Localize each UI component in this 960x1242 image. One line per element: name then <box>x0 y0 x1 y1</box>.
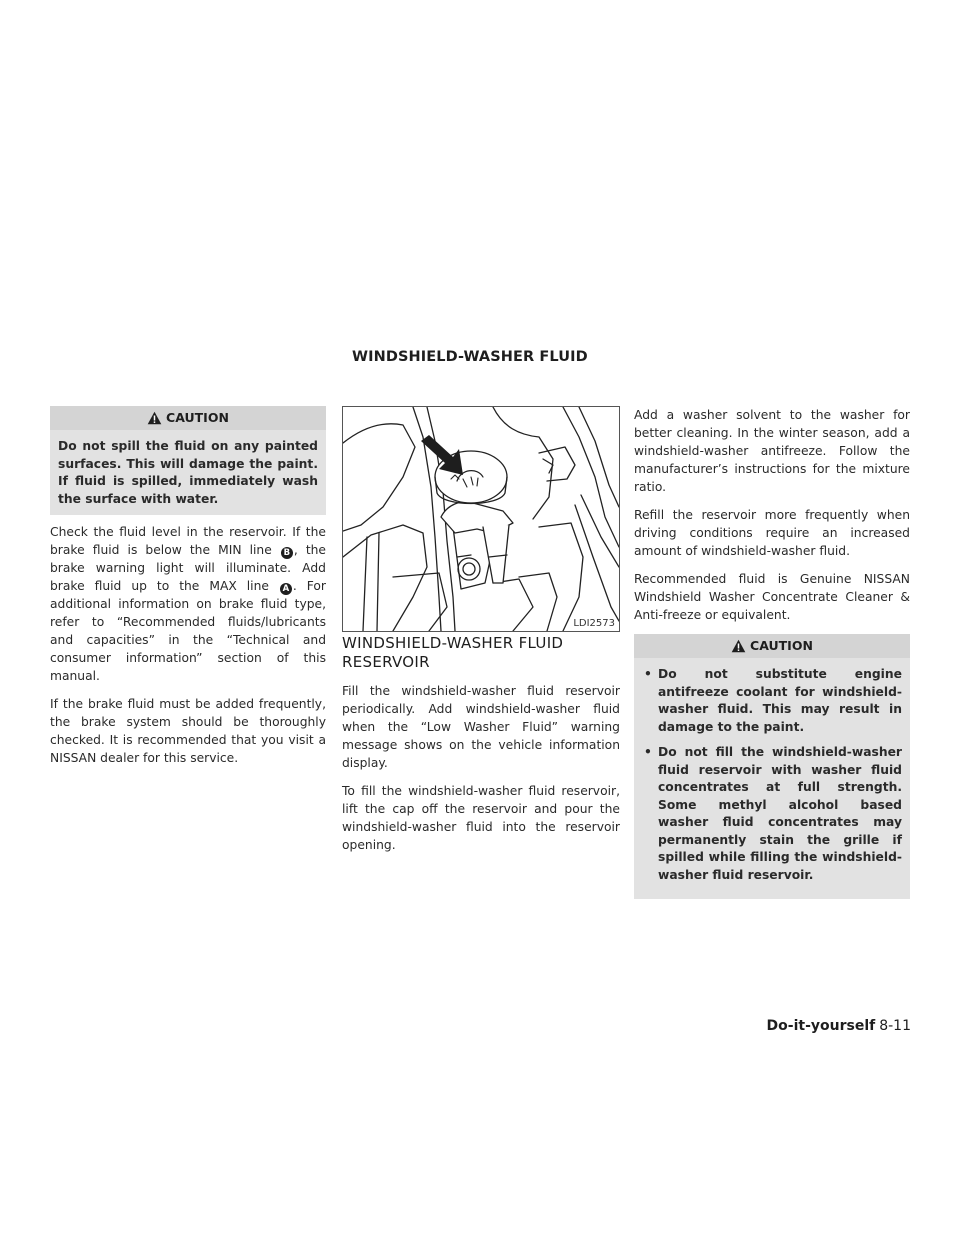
marker-a: A <box>280 583 292 595</box>
text-run: . For additional information on brake fluid type, refer to “Recommended fluids/lubricants and capacities” in the “Technical and consumer information” section of this manual. <box>50 579 326 683</box>
left-column <box>50 406 326 777</box>
paragraph: Refill the reservoir more frequently when driving conditions require an increased amount of windshield-washer fluid. <box>634 508 910 558</box>
footer-section: Do-it-yourself <box>766 1018 876 1034</box>
caution-label: CAUTION <box>750 638 813 653</box>
text-run: Check the fluid level in the reservoir. If the brake fluid is below the MIN line <box>50 525 326 557</box>
text-run: , the brake warning light will illuminate. Add brake fluid up to the MAX line <box>50 543 326 593</box>
paragraph <box>50 523 326 685</box>
marker-b: B <box>281 547 293 559</box>
figure-code: LDI2573 <box>573 618 615 629</box>
caution-list <box>634 658 910 898</box>
subsection-heading: WINDSHIELD-WASHER FLUID RESERVOIR <box>342 634 564 671</box>
reservoir-figure <box>342 406 620 632</box>
caution-header <box>634 634 910 658</box>
page-number: 8-11 <box>879 1018 911 1034</box>
warning-icon <box>147 411 162 425</box>
warning-icon <box>731 639 746 653</box>
caution-item: • Do not substitute engine antifreeze coolant for windshield-washer fluid. This may result in damage to the paint. <box>642 666 902 736</box>
caution-item: • Do not fill the windshield-washer fluid reservoir with washer fluid concentrates at full strength. Some methyl alcohol based washer fluid concentrates may permanently stain the grille if spilled while filling the windshield-washer fluid reservoir. <box>642 744 902 884</box>
paragraph: Fill the windshield-washer fluid reservoir periodically. Add windshield-washer fluid when the “Low Washer Fluid” warning message shows on the vehicle information display. <box>342 684 620 770</box>
paragraph: To fill the windshield-washer fluid reservoir, lift the cap off the reservoir and pour the windshield-washer fluid into the reservoir opening. <box>342 784 620 852</box>
middle-column <box>342 634 620 864</box>
caution-header <box>50 406 326 430</box>
paragraph: Add a washer solvent to the washer for better cleaning. In the winter season, add a windshield-washer antifreeze. Follow the manufacturer’s instructions for the mixture ratio. <box>634 408 910 494</box>
right-column <box>634 406 910 907</box>
section-title: WINDSHIELD-WASHER FLUID <box>352 349 588 365</box>
engine-bay-illustration <box>343 407 619 631</box>
page-footer <box>767 1018 911 1034</box>
caution-label: CAUTION <box>166 410 229 425</box>
caution-box <box>50 406 326 515</box>
caution-text: Do not spill the fluid on any painted surfaces. This will damage the paint. If fluid is spilled, immediately wash the surface with water. <box>58 439 318 506</box>
paragraph: If the brake fluid must be added frequently, the brake system should be thoroughly checked. It is recommended that you visit a NISSAN dealer for this service. <box>50 697 326 765</box>
caution-box <box>634 634 910 899</box>
paragraph: Recommended fluid is Genuine NISSAN Windshield Washer Concentrate Cleaner & Anti-freeze or equivalent. <box>634 572 910 622</box>
